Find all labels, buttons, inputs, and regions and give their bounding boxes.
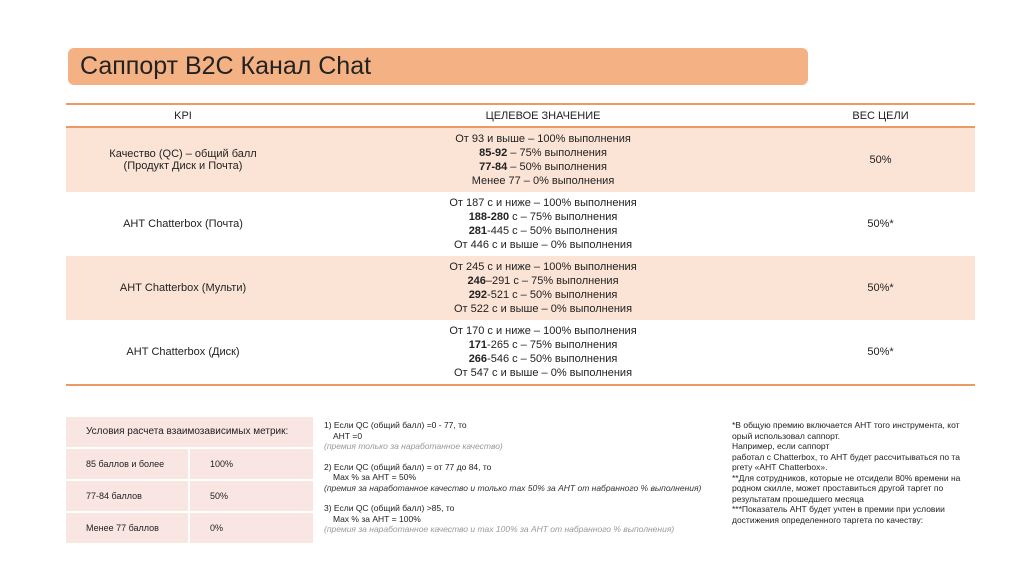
target-range: 266 — [468, 353, 488, 365]
target-line — [300, 324, 786, 338]
header-weight: ВЕС ЦЕЛИ — [852, 109, 909, 122]
weight-value: 50% — [869, 154, 892, 166]
target-line — [300, 238, 786, 252]
target-range: 171 — [468, 339, 488, 351]
target-text: От 170 с и ниже – 100% выполнения — [449, 325, 637, 337]
rule-2 — [324, 462, 724, 494]
target-text: -265 с – 75% выполнения — [487, 339, 618, 351]
conditions-header: Условия расчета взаимозависимых метрик: — [66, 417, 313, 449]
target-line — [300, 210, 786, 224]
footnote: ***Показатель АНТ будет учтен в премии при условии достижения определенного таргета по качеству: — [732, 504, 945, 525]
target-text: От 547 с и выше – 0% выполнения — [453, 367, 633, 379]
conditions-table — [66, 417, 313, 543]
target-text: -445 с – 50% выполнения — [487, 225, 618, 237]
rules-text — [324, 420, 724, 545]
rule-3 — [324, 503, 724, 535]
target-line — [300, 146, 786, 160]
rule-1 — [324, 420, 724, 452]
target-text: -521 с – 50% выполнения — [487, 289, 618, 301]
kpi-name — [66, 346, 300, 358]
target-line — [300, 338, 786, 352]
footnote: **Для сотрудников, которые не отсидели 80% времени на родном скилле, может проставиться другой таргет по результатам прошедшего месяца — [732, 472, 961, 504]
table-row — [66, 320, 975, 384]
rule-condition: 1) Если QC (общий балл) =0 - 77, то — [324, 420, 467, 430]
target-range: 77-84 — [479, 161, 508, 173]
kpi-line: Качество (QC) – общий балл — [109, 148, 257, 160]
target-line — [300, 196, 786, 210]
rule-result: Max % за АНТ = 100% — [333, 513, 421, 524]
kpi-line: АНТ Chatterbox (Почта) — [123, 218, 243, 230]
kpi-name — [66, 148, 300, 172]
weight-value: 50%* — [867, 282, 894, 294]
table-row — [66, 481, 313, 513]
target-values — [300, 260, 786, 316]
condition-score: 85 баллов и более — [66, 449, 190, 479]
table-row — [66, 128, 975, 192]
weight-value: 50%* — [867, 346, 894, 358]
target-line — [300, 132, 786, 146]
target-line — [300, 352, 786, 366]
target-values — [300, 132, 786, 188]
rule-result: АНТ =0 — [333, 430, 363, 441]
kpi-line: (Продукт Диск и Почта) — [123, 160, 243, 172]
target-range: 246 — [467, 275, 486, 287]
footnote: работал с Chatterbox, то АНТ будет рассчитываться по та ргету «АНТ Chatterbox». — [732, 451, 960, 472]
condition-score: 77-84 баллов — [66, 481, 190, 511]
page-title: Саппорт B2C Канал Chat — [68, 48, 808, 85]
kpi-line: АНТ Chatterbox (Диск) — [126, 346, 240, 358]
table-row — [66, 449, 313, 481]
condition-percent: 0% — [210, 523, 224, 533]
table-row — [66, 513, 313, 543]
condition-percent: 100% — [210, 459, 234, 469]
kpi-name — [66, 282, 300, 294]
rule-note: (премия за наработанное качество и только max 50% за АНТ от набранного % выполнения) — [324, 482, 702, 493]
rule-result: Max % за АНТ = 50% — [333, 472, 417, 482]
target-range: 85-92 — [479, 147, 508, 159]
condition-score: Менее 77 баллов — [66, 513, 190, 543]
target-text: От 187 с и ниже – 100% выполнения — [449, 197, 637, 209]
target-range: 188-280 — [468, 211, 510, 223]
header-target: ЦЕЛЕВОЕ ЗНАЧЕНИЕ — [485, 109, 601, 122]
target-line — [300, 224, 786, 238]
kpi-line: АНТ Chatterbox (Мульти) — [119, 282, 247, 294]
target-text: От 446 с и выше – 0% выполнения — [453, 239, 633, 251]
table-row — [66, 256, 975, 320]
target-line — [300, 302, 786, 316]
target-values — [300, 196, 786, 252]
target-text: – 50% выполнения — [507, 161, 607, 173]
target-line — [300, 288, 786, 302]
kpi-table — [66, 103, 975, 386]
rule-condition: 2) Если QC (общий балл) = от 77 до 84, то — [324, 461, 492, 472]
table-row — [66, 192, 975, 256]
target-text: От 245 с и ниже – 100% выполнения — [449, 261, 637, 273]
rule-note: (премия только за наработанное качество) — [324, 441, 503, 451]
target-line — [300, 274, 786, 288]
weight-value: 50%* — [867, 218, 894, 230]
target-line — [300, 366, 786, 380]
header-kpi: KPI — [174, 109, 192, 122]
footnote: *В общую премию включается АНТ того инструмента, кот орый использовал саппорт. — [732, 420, 960, 441]
condition-percent: 50% — [210, 491, 229, 501]
target-range: 281 — [468, 225, 488, 237]
target-text: – 75% выполнения — [507, 147, 607, 159]
target-text: Менее 77 – 0% выполнения — [471, 175, 615, 187]
kpi-name — [66, 218, 300, 230]
footnote: Например, если саппорт — [732, 441, 830, 451]
rule-note: (премия за наработанное качество и max 100% за АНТ от набранного % выполнения) — [324, 524, 675, 534]
target-line — [300, 160, 786, 174]
target-line — [300, 260, 786, 274]
rule-condition: 3) Если QC (общий балл) >85, то — [324, 503, 455, 513]
target-text: От 522 с и выше – 0% выполнения — [453, 303, 633, 315]
footnotes — [732, 420, 972, 525]
target-text: От 93 и выше – 100% выполнения — [455, 133, 631, 145]
target-line — [300, 174, 786, 188]
target-text: -546 с – 50% выполнения — [487, 353, 618, 365]
target-text: –291 с – 75% выполнения — [485, 275, 619, 287]
target-range: 292 — [468, 289, 488, 301]
table-header — [66, 105, 975, 128]
target-text: с – 75% выполнения — [509, 211, 618, 223]
target-values — [300, 324, 786, 380]
